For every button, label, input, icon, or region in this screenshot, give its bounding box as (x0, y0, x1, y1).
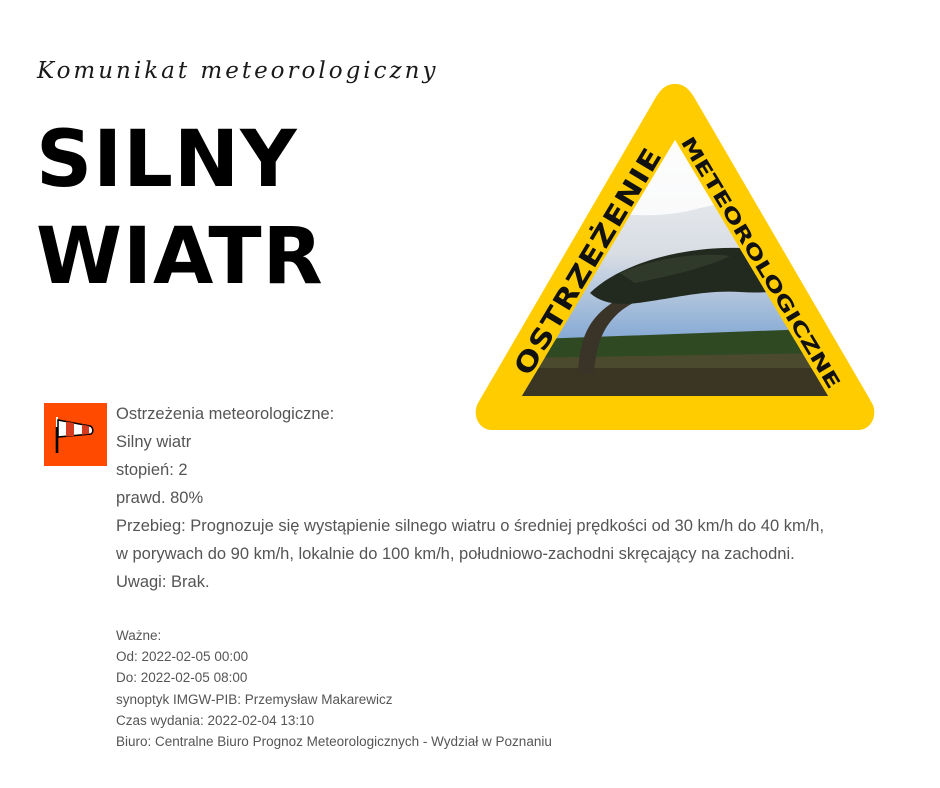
warning-heading: Ostrzeżenia meteorologiczne: (116, 405, 335, 423)
windsock-icon (44, 403, 107, 466)
warning-remarks: Uwagi: Brak. (116, 573, 210, 591)
warning-course-line-2: w porywach do 90 km/h, lokalnie do 100 km/h, południowo-zachodni skręcający na zachodni. (116, 545, 795, 563)
headline (36, 112, 324, 306)
sign-text-left: OSTRZEŻENIE (508, 176, 649, 382)
warning-probability: prawd. 80% (116, 489, 204, 507)
validity-info (116, 625, 552, 752)
headline-line-2: WIATR (36, 212, 324, 302)
sign-text-right: METEOROLOGICZNE (676, 132, 804, 326)
office: Biuro: Centralne Biuro Prognoz Meteorologicznych - Wydział w Poznaniu (116, 734, 552, 750)
warning-course-line-1: Przebieg: Prognozuje się wystąpienie silnego wiatru o średniej prędkości od 30 km/h do 40 km/h, (116, 517, 825, 535)
validity-to: Do: 2022-02-05 08:00 (116, 670, 248, 686)
validity-from: Od: 2022-02-05 00:00 (116, 649, 249, 665)
validity-label: Ważne: (116, 628, 162, 643)
warning-level: stopień: 2 (116, 461, 188, 479)
issue-time: Czas wydania: 2022-02-04 13:10 (116, 712, 315, 728)
forecaster: synoptyk IMGW-PIB: Przemysław Makarewicz (116, 691, 393, 707)
warning-type: Silny wiatr (116, 433, 192, 451)
warning-sign-image (470, 78, 880, 436)
headline-line-1: SILNY (36, 115, 298, 205)
subtitle: Komunikat meteorologiczny (37, 58, 439, 84)
warning-details (116, 400, 824, 596)
